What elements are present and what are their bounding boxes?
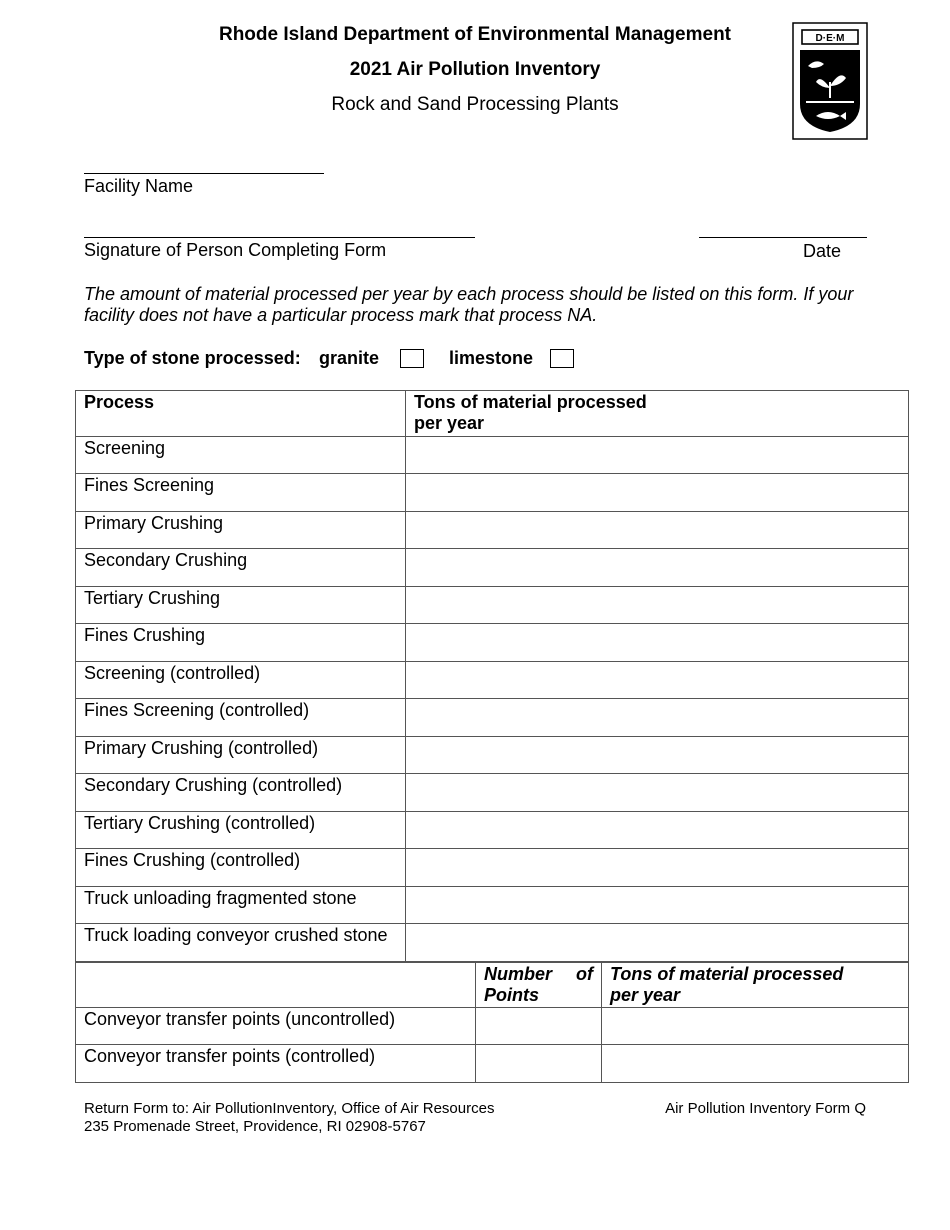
process-name: Screening xyxy=(84,438,166,458)
process-name: Screening (controlled) xyxy=(84,663,261,683)
conveyor-process-name: Conveyor transfer points (controlled) xyxy=(84,1046,376,1066)
instructions: The amount of material processed per year by each process should be listed on this form. If your facility does not have a particular process mark that process NA. xyxy=(84,284,854,325)
return-line-2: 235 Promenade Street, Providence, RI 02908-5767 xyxy=(84,1118,426,1135)
process-name: Fines Crushing (controlled) xyxy=(84,850,301,870)
table-row xyxy=(76,812,909,849)
tons-input-cell[interactable] xyxy=(406,887,909,924)
tons-input-cell[interactable] xyxy=(406,512,909,549)
signature-label: Signature of Person Completing Form xyxy=(84,240,387,260)
process-name: Tertiary Crushing xyxy=(84,588,221,608)
stone-type-label: Type of stone processed: xyxy=(84,348,301,368)
form-subtitle: Rock and Sand Processing Plants xyxy=(331,94,619,115)
tons-input-cell[interactable] xyxy=(406,587,909,624)
signature-line[interactable] xyxy=(84,237,475,238)
conveyor-tons-input-cell[interactable] xyxy=(602,1008,909,1045)
conveyor-tons-header-cell xyxy=(602,963,909,1008)
tons-input-cell[interactable] xyxy=(406,549,909,587)
number-points-header: Number of Points xyxy=(484,964,593,1005)
process-name: Truck unloading fragmented stone xyxy=(84,888,357,908)
tons-header: Tons of material processed per year xyxy=(414,392,647,433)
process-name: Primary Crushing (controlled) xyxy=(84,738,319,758)
number-points-header-cell xyxy=(476,963,602,1008)
table-row xyxy=(76,437,909,474)
return-address xyxy=(84,1100,494,1136)
facility-name-line[interactable] xyxy=(84,173,324,174)
table-row xyxy=(76,774,909,812)
form-id: Air Pollution Inventory Form Q xyxy=(665,1100,866,1117)
limestone-label: limestone xyxy=(449,348,534,368)
inventory-title: 2021 Air Pollution Inventory xyxy=(349,59,601,80)
tons-input-cell[interactable] xyxy=(406,849,909,887)
dem-logo xyxy=(792,22,868,140)
tons-input-cell[interactable] xyxy=(406,924,909,962)
process-table xyxy=(75,390,909,962)
date-label: Date xyxy=(803,241,842,261)
conveyor-blank-header xyxy=(76,963,476,1008)
conveyor-table xyxy=(75,962,909,1083)
tons-input-cell[interactable] xyxy=(406,624,909,662)
table-row xyxy=(76,849,909,887)
number-points-input-cell[interactable] xyxy=(476,1008,602,1045)
table-row xyxy=(76,512,909,549)
tons-header-cell xyxy=(406,391,909,437)
table-row xyxy=(76,474,909,512)
table-row xyxy=(76,549,909,587)
table-row xyxy=(76,662,909,699)
tons-input-cell[interactable] xyxy=(406,812,909,849)
granite-label: granite xyxy=(319,348,380,368)
tons-input-cell[interactable] xyxy=(406,474,909,512)
process-name: Secondary Crushing (controlled) xyxy=(84,775,343,795)
conveyor-table-header xyxy=(76,963,909,1008)
dem-seal-icon xyxy=(792,22,868,140)
granite-checkbox[interactable] xyxy=(400,349,424,368)
process-name: Fines Screening (controlled) xyxy=(84,700,310,720)
tons-input-cell[interactable] xyxy=(406,662,909,699)
table-row xyxy=(76,1008,909,1045)
process-name: Tertiary Crushing (controlled) xyxy=(84,813,316,833)
agency-name: Rhode Island Department of Environmental Management xyxy=(218,24,732,45)
table-row xyxy=(76,1045,909,1083)
process-table-header xyxy=(76,391,909,437)
process-header: Process xyxy=(84,392,155,412)
process-name: Fines Screening xyxy=(84,475,215,495)
table-row xyxy=(76,699,909,737)
process-header-cell xyxy=(76,391,406,437)
process-name: Fines Crushing xyxy=(84,625,206,645)
table-row xyxy=(76,587,909,624)
logo-text: D·E·M xyxy=(815,33,845,44)
process-name: Primary Crushing xyxy=(84,513,224,533)
conveyor-tons-header: Tons of material processed per year xyxy=(610,964,844,1005)
return-line-1: Return Form to: Air PollutionInventory, Office of Air Resources xyxy=(84,1100,495,1117)
tons-input-cell[interactable] xyxy=(406,774,909,812)
table-row xyxy=(76,924,909,962)
tons-input-cell[interactable] xyxy=(406,437,909,474)
number-points-input-cell[interactable] xyxy=(476,1045,602,1083)
table-row xyxy=(76,887,909,924)
date-line[interactable] xyxy=(699,237,867,238)
process-name: Secondary Crushing xyxy=(84,550,248,570)
tons-input-cell[interactable] xyxy=(406,737,909,774)
table-row xyxy=(76,737,909,774)
facility-name-label: Facility Name xyxy=(84,176,194,196)
table-row xyxy=(76,624,909,662)
tons-input-cell[interactable] xyxy=(406,699,909,737)
conveyor-process-name: Conveyor transfer points (uncontrolled) xyxy=(84,1009,396,1029)
limestone-checkbox[interactable] xyxy=(550,349,574,368)
process-name: Truck loading conveyor crushed stone xyxy=(84,925,388,945)
conveyor-tons-input-cell[interactable] xyxy=(602,1045,909,1083)
